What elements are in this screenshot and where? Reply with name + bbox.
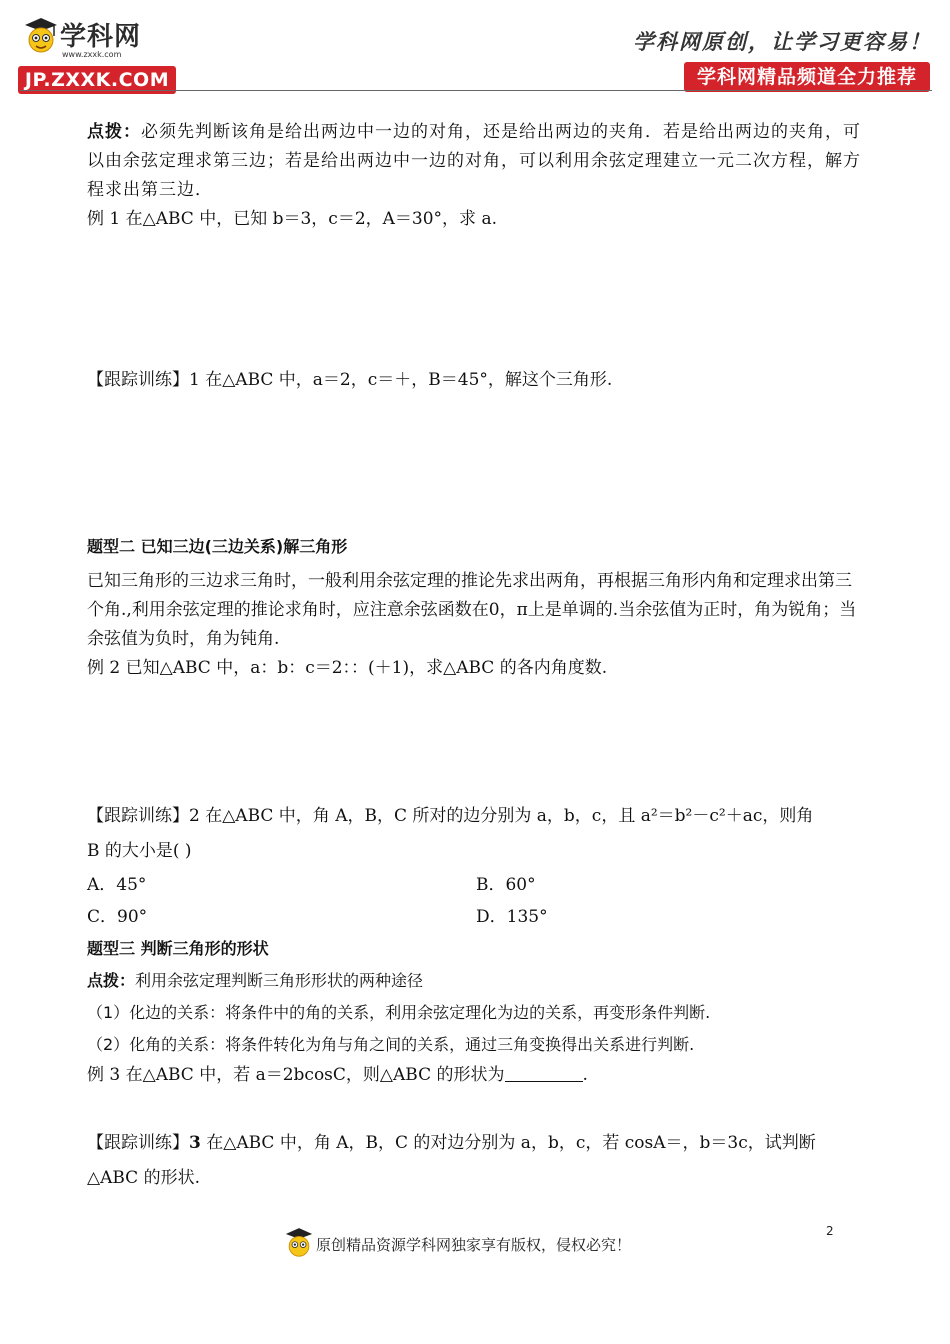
options-row-1 — [87, 869, 865, 901]
mascot-logo-icon — [24, 16, 58, 56]
options-row-2 — [87, 901, 865, 933]
tip-3-item-1: （1）化边的关系：将条件中的角的关系，利用余弦定理化为边的关系，再变形条件判断. — [87, 1003, 711, 1022]
tip-3-text: 利用余弦定理判断三角形形状的两种途径 — [135, 971, 424, 990]
track-3-prefix: 【跟踪训练】 — [87, 1133, 189, 1153]
track-training-2-line2: B 的大小是( ) — [87, 841, 192, 861]
header-divider — [20, 90, 932, 91]
option-b: B．60° — [476, 875, 536, 895]
tip-3 — [87, 967, 865, 995]
track-training-3-line1 — [87, 1126, 865, 1161]
type-3-heading: 题型三 判断三角形的形状 — [87, 939, 269, 958]
page-number: 2 — [826, 1224, 834, 1238]
track-training-3-line2: △ABC 的形状. — [87, 1168, 200, 1188]
type-2-text: 已知三角形的三边求三角时，一般利用余弦定理的推论先求出两角，再根据三角形内角和定理求出第三个角.,利用余弦定理的推论求角时，应注意余弦函数在0，π上是单调的.当余弦值为正时，角为锐角；当余弦值为负时，角为钝角. — [87, 571, 857, 649]
footer-copyright: 原创精品资源学科网独家享有版权，侵权必究！ — [316, 1236, 632, 1254]
track-3-text: 在△ABC 中，角 A，B，C 的对边分别为 a，b，c，若 cosA＝，b＝3c，试判断 — [200, 1133, 816, 1153]
type-2-heading: 题型二 已知三边(三边关系)解三角形 — [87, 537, 348, 556]
tip-1-text: 必须先判断该角是给出两边中一边的对角，还是给出两边的夹角．若是给出两边的夹角，可以由余弦定理求第三边；若是给出两边中一边的对角，可以利用余弦定理建立一元二次方程，解方程求出第三边． — [87, 122, 861, 200]
option-a: A．45° — [87, 875, 147, 895]
logo-title: 学科网 — [60, 22, 142, 52]
tip-3-label: 点拨： — [87, 971, 136, 990]
logo-url: www.zxxk.com — [62, 50, 122, 59]
answer-blank[interactable] — [505, 1063, 583, 1082]
example-1: 例 1 在△ABC 中，已知 b＝3，c＝2，A＝30°，求 a. — [87, 209, 497, 229]
header-slogan: 学科网原创，让学习更容易！ — [633, 29, 932, 54]
header-banner: 学科网精品频道全力推荐 — [684, 62, 930, 92]
track-training-2-line1: 【跟踪训练】2 在△ABC 中，角 A，B，C 所对的边分别为 a，b，c，且 a²＝b²－c²＋ac，则角 — [87, 806, 814, 826]
option-d: D．135° — [476, 907, 548, 927]
tip-1 — [87, 118, 865, 205]
example-2: 例 2 已知△ABC 中，a：b：c＝2：：(＋1)，求△ABC 的各内角度数. — [87, 658, 608, 678]
tip-1-label: 点拨： — [87, 122, 141, 142]
page-content — [87, 118, 865, 1196]
page-footer — [0, 1218, 950, 1278]
option-c: C．90° — [87, 907, 148, 927]
example-3 — [87, 1061, 865, 1090]
mascot-footer-icon — [285, 1226, 313, 1260]
track-training-1: 【跟踪训练】1 在△ABC 中，a＝2，c＝＋，B＝45°，解这个三角形. — [87, 370, 613, 390]
example-3-text: 例 3 在△ABC 中，若 a＝2bcosC，则△ABC 的形状为 — [87, 1065, 505, 1085]
track-3-number: 3 — [189, 1133, 201, 1153]
tip-3-item-2: （2）化角的关系：将条件转化为角与角之间的关系，通过三角变换得出关系进行判断. — [87, 1035, 695, 1054]
page-header — [0, 0, 950, 100]
example-3-end: . — [582, 1065, 588, 1085]
logo-jp-badge: JP.ZXXK.COM — [18, 66, 176, 94]
